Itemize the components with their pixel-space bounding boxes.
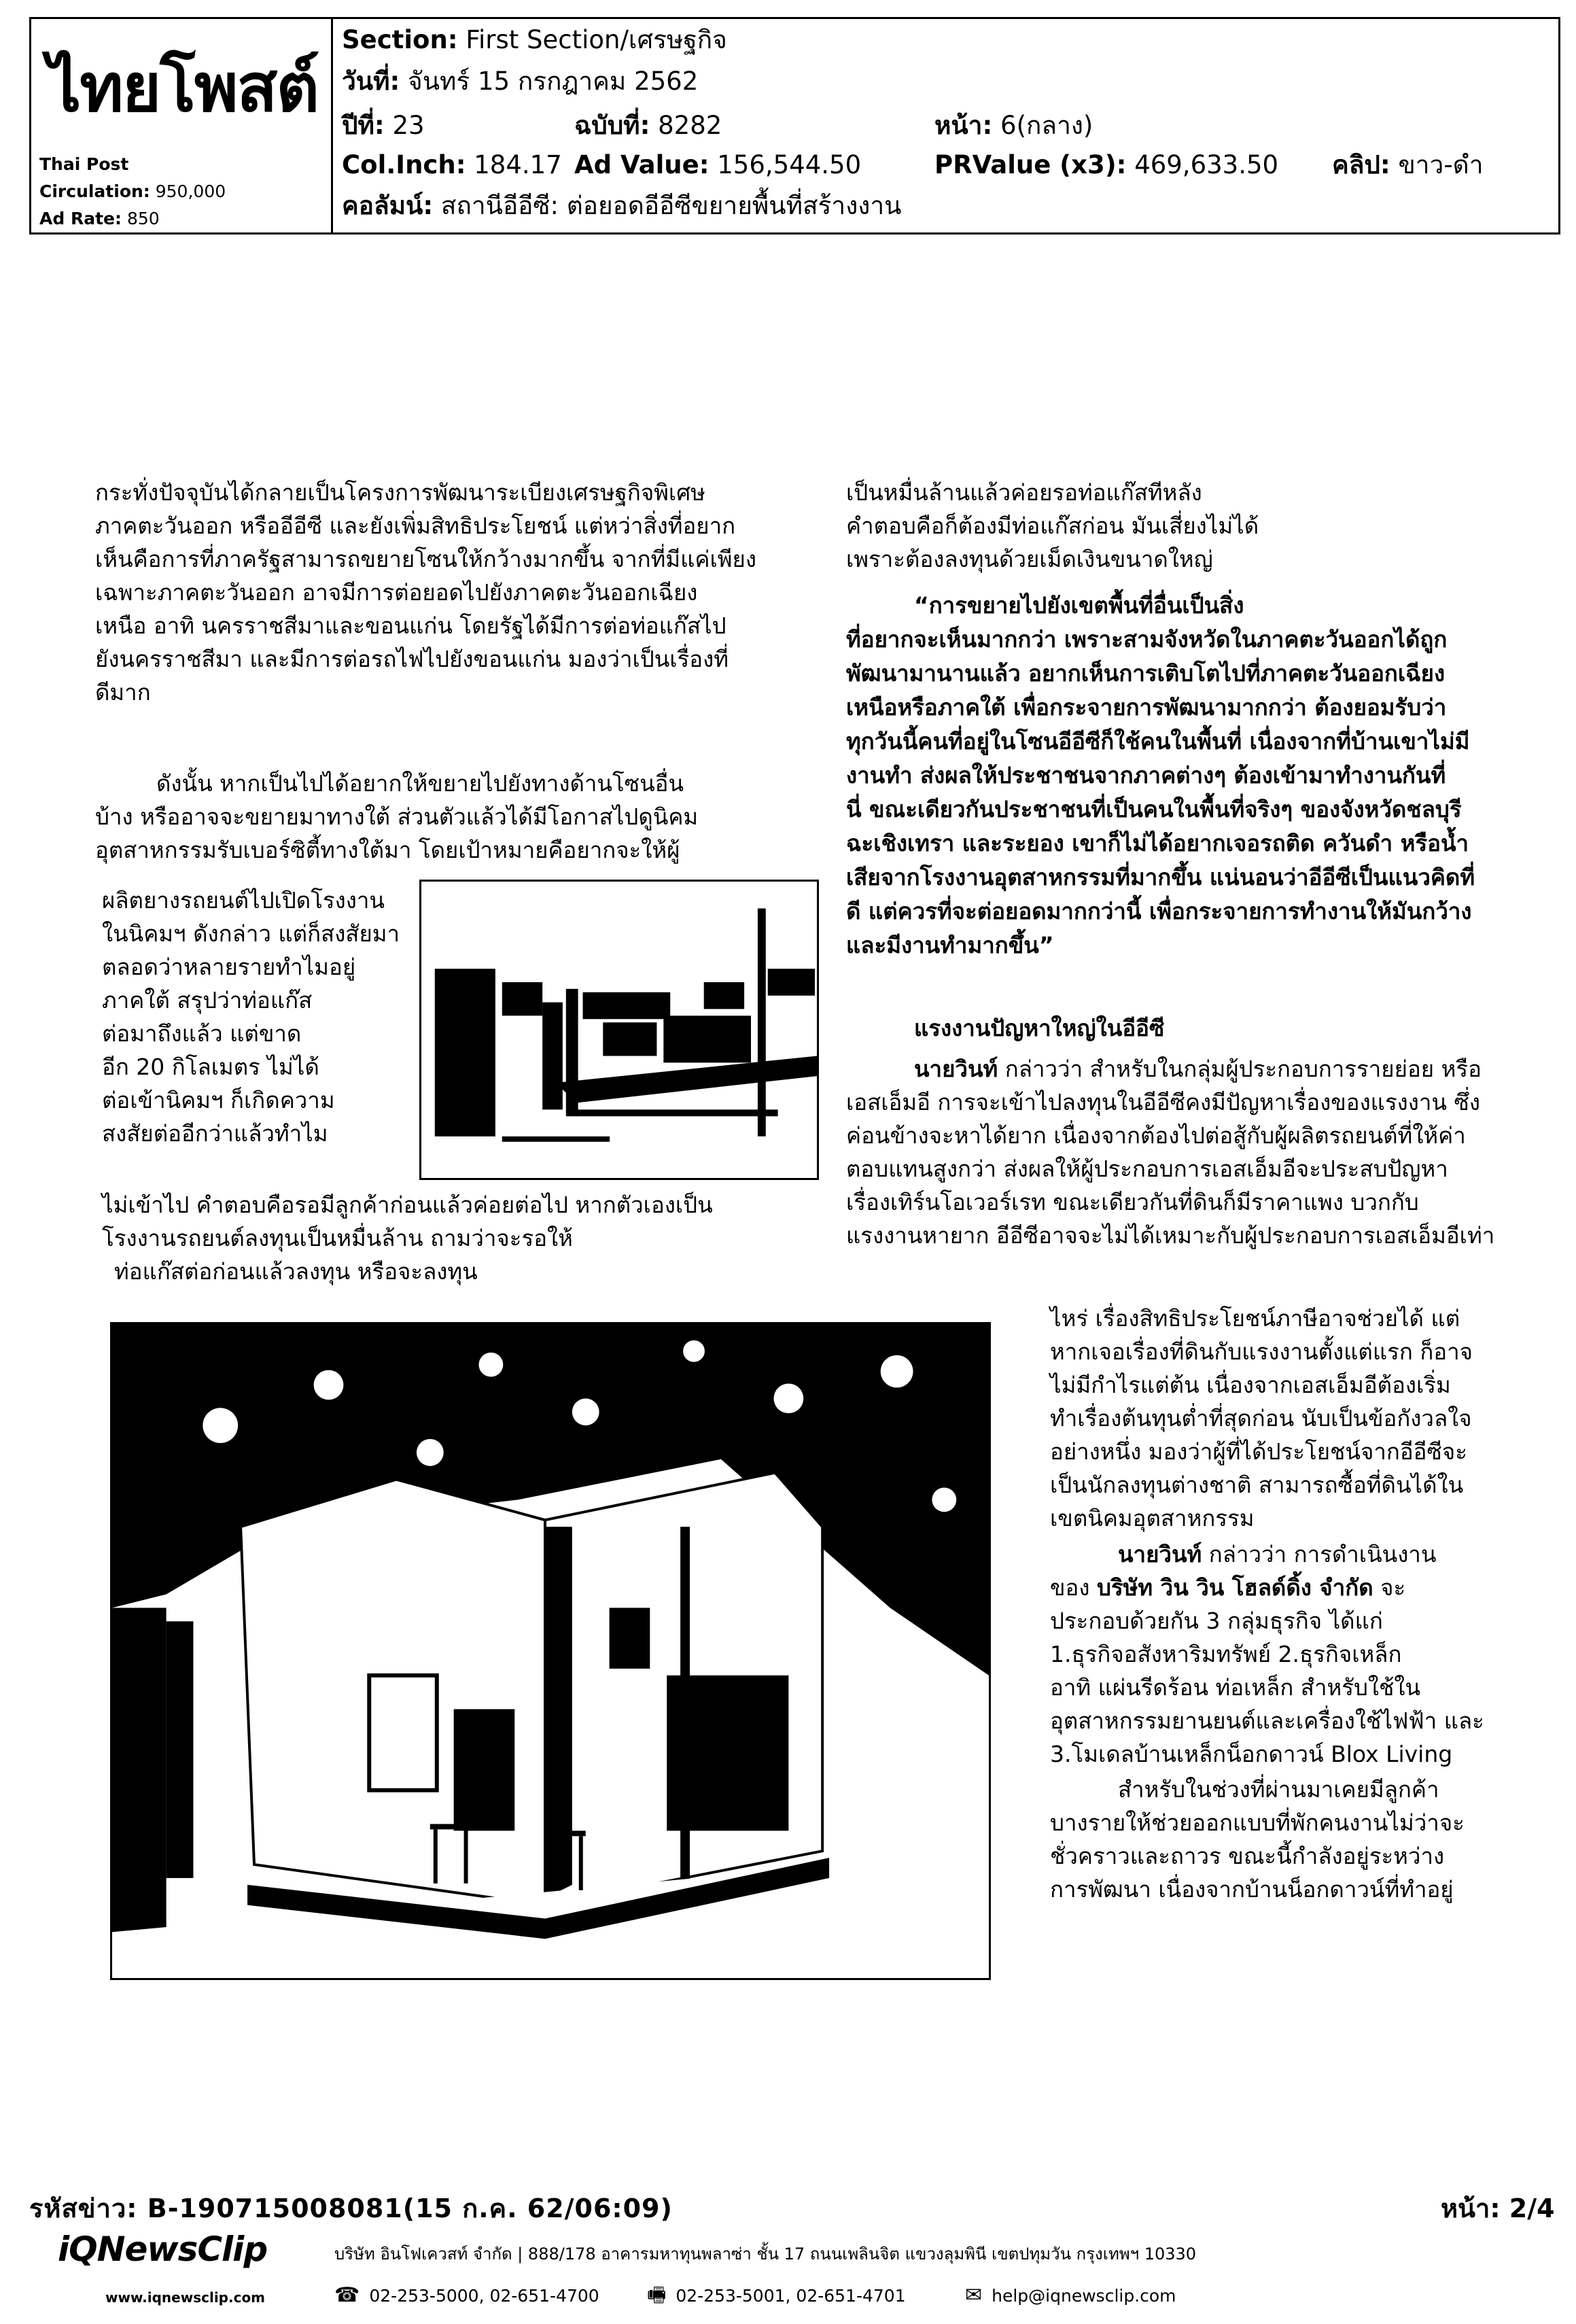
section bbox=[342, 23, 727, 57]
text-line: อีก 20 กิโลเมตร ไม่ได้ bbox=[102, 1054, 319, 1080]
text-fragment: กล่าวว่า การดำเนินงาน bbox=[1208, 1541, 1437, 1567]
year-label: ปีที่: bbox=[342, 111, 385, 140]
text-line: เอสเอ็มอี การจะเข้าไปลงทุนในอีอีซีคงมีปัญหาเรื่องของแรงงาน ซึ่ง bbox=[846, 1089, 1480, 1115]
text-line: 1.ธุรกิจอสังหาริมทรัพย์ 2.ธุรกิจเหล็ก bbox=[1050, 1641, 1402, 1667]
col-inch bbox=[342, 148, 562, 182]
text-line bbox=[1050, 1538, 1512, 1571]
year-value: 23 bbox=[392, 111, 425, 140]
text-line: 3.โมเดลบ้านเหล็กน็อกดาวน์ Blox Living bbox=[1050, 1741, 1453, 1767]
text-line: งานทำ ส่งผลให้ประชาชนจากภาคต่างๆ ต้องเข้ามาทำงานกันที่ bbox=[846, 762, 1446, 788]
text-fragment: ของ bbox=[1050, 1574, 1090, 1601]
text-line: เรื่องเทิร์นโอเวอร์เรท ขณะเดียวกันที่ดินก็มีราคาแพง บวกกับ bbox=[846, 1189, 1419, 1215]
iqnewsclip-url: www.iqnewsclip.com bbox=[105, 2289, 266, 2306]
page-label: หน้า: bbox=[934, 111, 993, 140]
page-value: 6(กลาง) bbox=[1000, 111, 1093, 140]
clip-label: คลิป: bbox=[1332, 150, 1390, 179]
left-paragraph-1 bbox=[95, 476, 812, 709]
text-line: นี่ ขณะเดียวกันประชาชนที่เป็นคนในพื้นที่จริงๆ ของจังหวัดชลบุรี bbox=[846, 796, 1462, 822]
text-line: ผลิตยางรถยนต์ไปเปิดโรงงาน bbox=[102, 887, 385, 914]
column-value: สถานีอีอีซี: ต่อยอดอีอีซีขยายพื้นที่สร้างงาน bbox=[440, 191, 902, 220]
text-line: เห็นคือการที่ภาครัฐสามารถขยายโซนให้กว้างมากขึ้น จากที่มีแค่เพียง bbox=[95, 546, 756, 572]
text-line: อุตสาหกรรมรับเบอร์ซิตี้ทางใต้มา โดยเป้าหมายคือยากจะให้ผู้ bbox=[95, 837, 680, 863]
left-paragraph-2 bbox=[95, 767, 812, 867]
text-line: บางรายให้ช่วยออกแบบที่พักคนงานไม่ว่าจะ bbox=[1050, 1809, 1465, 1836]
final-paragraph bbox=[1050, 1773, 1512, 1906]
interior-photo-graphic bbox=[421, 882, 817, 1178]
text-line bbox=[1050, 1571, 1512, 1604]
contact-fax bbox=[647, 2285, 906, 2306]
text-line: เสียจากโรงงานอุตสาหกรรมที่มากขึ้น แน่นอนว่าอีอีซีเป็นแนวคิดที่ bbox=[846, 864, 1475, 890]
date bbox=[342, 65, 698, 99]
clip bbox=[1332, 148, 1484, 182]
text-line: โรงงานรถยนต์ลงทุนเป็นหมื่นล้าน ถามว่าจะรอให้ bbox=[102, 1225, 573, 1251]
left-narrow-column bbox=[102, 884, 415, 1150]
text-line: บ้าง หรืออาจจะขยายมาทางใต้ ส่วนตัวแล้วได้มีโอกาสไปดูนิคม bbox=[95, 803, 699, 830]
article-photo-small bbox=[419, 880, 819, 1180]
circulation-label: Circulation: bbox=[39, 181, 150, 201]
model-house-photo-graphic bbox=[112, 1324, 989, 1978]
text-line: พัฒนามานานแล้ว อยากเห็นการเติบโตไปที่ภาคตะวันออกเฉียง bbox=[846, 660, 1446, 687]
text-line: ประกอบด้วยกัน 3 กลุ่มธุรกิจ ได้แก่ bbox=[1050, 1608, 1383, 1634]
text-line bbox=[846, 1052, 1499, 1086]
text-fragment: จะ bbox=[1380, 1574, 1406, 1601]
text-line: สงสัยต่ออีกว่าแล้วทำไม bbox=[102, 1120, 328, 1147]
pr-value-value: 469,633.50 bbox=[1134, 150, 1279, 179]
text-line: อาทิ แผ่นรีดร้อน ท่อเหล็ก สำหรับใช้ใน bbox=[1050, 1674, 1421, 1701]
text-line: ไม่เข้าไป คำตอบคือรอมีลูกค้าก่อนแล้วค่อยต่อไป หากตัวเองเป็น bbox=[102, 1192, 713, 1218]
text-line: ทำเรื่องต้นทุนต่ำที่สุดก่อน นับเป็นข้อกังวลใจ bbox=[1050, 1405, 1472, 1432]
pr-value bbox=[934, 148, 1278, 182]
text-line: เขตนิคมอุตสาหกรรม bbox=[1050, 1505, 1255, 1531]
column bbox=[342, 189, 901, 223]
text-line: เฉพาะภาคตะวันออก อาจมีการต่อยอดไปยังภาคตะวันออกเฉียง bbox=[95, 579, 698, 606]
column-label: คอลัมน์: bbox=[342, 191, 434, 220]
issue bbox=[574, 109, 722, 143]
text-line: เพราะต้องลงทุนด้วยเม็ดเงินขนาดใหญ่ bbox=[846, 546, 1213, 572]
text-line: ท่อแก๊สต่อก่อนแล้วลงทุน หรือจะลงทุน bbox=[114, 1258, 478, 1285]
company-address: บริษัท อินโฟเควสท์ จำกัด | 888/178 อาคารมหาทุนพลาซ่า ชั้น 17 ถนนเพลินจิต แขวงลุมพินี เขตปทุมวัน กรุงเทพฯ 10330 bbox=[334, 2244, 1197, 2264]
text-line: ดังนั้น หากเป็นไปได้อยากให้ขยายไปยังทางด้านโซนอื่น bbox=[156, 770, 684, 797]
person-name: นายวินท์ bbox=[914, 1056, 998, 1082]
news-code: รหัสข่าว: B-190715008081(15 ก.ค. 62/06:09) bbox=[29, 2193, 673, 2223]
publication-name bbox=[39, 152, 128, 177]
text-line: ฉะเชิงเทรา และระยอง เขาก็ไม่ได้อยากเจอรถติด ควันดำ หรือน้ำ bbox=[846, 830, 1469, 856]
contact-phone bbox=[334, 2285, 599, 2306]
right-bottom-paragraph bbox=[1050, 1302, 1512, 1535]
circulation-value: 950,000 bbox=[155, 181, 226, 201]
date-value: จันทร์ 15 กรกฎาคม 2562 bbox=[408, 67, 699, 96]
text-line: ที่อยากจะเห็นมากกว่า เพราะสามจังหวัดในภาคตะวันออกได้ถูก bbox=[846, 626, 1448, 653]
col-inch-label: Col.Inch: bbox=[342, 150, 466, 179]
fax-numbers: 02-253-5001, 02-651-4701 bbox=[676, 2285, 906, 2306]
ad-value bbox=[574, 148, 861, 182]
text-line: ต่อมาถึงแล้ว แต่ขาด bbox=[102, 1020, 302, 1047]
phone-numbers: 02-253-5000, 02-651-4700 bbox=[369, 2285, 599, 2306]
text-line: สำหรับในช่วงที่ผ่านมาเคยมีลูกค้า bbox=[1118, 1776, 1439, 1803]
text-line: ค่อนข้างจะหาได้ยาก เนื่องจากต้องไปต่อสู้กับผู้ผลิตรถยนต์ที่ให้ค่า bbox=[846, 1122, 1466, 1149]
text-line: ในนิคมฯ ดังกล่าว แต่ก็สงสัยมา bbox=[102, 920, 400, 947]
text-line: ยังนครราชสีมา และมีการต่อรถไฟไปยังขอนแก่น มองว่าเป็นเรื่องที่ bbox=[95, 646, 729, 672]
email-icon: ✉ bbox=[965, 2283, 983, 2307]
text-line: แรงงานหายาก อีอีซีอาจจะไม่ได้เหมาะกับผู้ประกอบการเอสเอ็มอีเท่า bbox=[846, 1222, 1495, 1249]
text-line: เป็นหมื่นล้านแล้วค่อยรอท่อแก๊สทีหลัง bbox=[846, 479, 1202, 506]
circulation bbox=[39, 179, 226, 204]
subheading bbox=[914, 1011, 1499, 1045]
text-line: เหนือ อาทิ นครราชสีมาและขอนแก่น โดยรัฐได้มีการต่อท่อแก๊สไป bbox=[95, 612, 726, 639]
fax-icon: 🖷 bbox=[647, 2283, 667, 2307]
text-line: “การขยายไปยังเขตพื้นที่อื่นเป็นสิ่ง bbox=[914, 592, 1244, 619]
ad-value-label: Ad Value: bbox=[574, 150, 710, 179]
header-divider bbox=[331, 17, 333, 235]
publication-name-text: Thai Post bbox=[39, 154, 129, 174]
contact-email bbox=[965, 2285, 1176, 2306]
clip-value: ขาว-ดำ bbox=[1398, 150, 1484, 179]
ad-rate-value: 850 bbox=[126, 209, 160, 228]
labor-paragraph bbox=[846, 1052, 1499, 1252]
article-photo-large bbox=[110, 1322, 991, 1980]
text-line: คำตอบคือก็ต้องมีท่อแก๊สก่อน มันเสี่ยงไม่ได้ bbox=[846, 513, 1259, 539]
text-line: เหนือหรือภาคใต้ เพื่อกระจายการพัฒนามากกว่า ต้องยอมรับว่า bbox=[846, 694, 1447, 721]
phone-icon: ☎ bbox=[334, 2283, 360, 2307]
text-line: อย่างหนึ่ง มองว่าผู้ที่ได้ประโยชน์จากอีอีซีจะ bbox=[1050, 1438, 1467, 1465]
year bbox=[342, 109, 425, 143]
page-number bbox=[934, 109, 1093, 143]
text-line: และมีงานทำมากขึ้น” bbox=[846, 932, 1054, 958]
iqnewsclip-logo: iQNewsClip bbox=[58, 2230, 268, 2269]
text-line: ดี แต่ควรที่จะต่อยอดมากกว่านี้ เพื่อกระจายการทำงานให้มันกว้าง bbox=[846, 898, 1472, 924]
text-line: ไม่มีกำไรแต่ต้น เนื่องจากเอสเอ็มอีต้องเริ่ม bbox=[1050, 1372, 1451, 1398]
right-top-paragraph bbox=[846, 476, 1499, 576]
ad-value-value: 156,544.50 bbox=[717, 150, 862, 179]
text-line: ภาคตะวันออก หรืออีอีซี และยังเพิ่มสิทธิประโยชน์ แต่หว่าสิ่งที่อยาก bbox=[95, 513, 736, 539]
left-tail-paragraph bbox=[102, 1188, 816, 1288]
email-address: help@iqnewsclip.com bbox=[992, 2285, 1176, 2306]
text-line: ชั่วคราวและถาวร ขณะนี้กำลังอยู่ระหว่าง bbox=[1050, 1843, 1445, 1869]
text-line: ตอบแทนสูงกว่า ส่งผลให้ผู้ประกอบการเอสเอ็มอีจะประสบปัญหา bbox=[846, 1156, 1448, 1182]
text-line: ดีมาก bbox=[95, 679, 151, 706]
text-line: ทุกวันนี้คนที่อยู่ในโซนอีอีซีก็ใช้คนในพื้นที่ เนื่องจากที่บ้านเขาไม่มี bbox=[846, 728, 1470, 755]
text-line: กระทั่งปัจจุบันได้กลายเป็นโครงการพัฒนาระเบียงเศรษฐกิจพิเศษ bbox=[95, 479, 705, 506]
publication-logo: ไทยโพสต์ bbox=[48, 50, 319, 127]
quote-paragraph bbox=[846, 589, 1499, 962]
issue-label: ฉบับที่: bbox=[574, 111, 650, 140]
text-line: หากเจอเรื่องที่ดินกับแรงงานตั้งแต่แรก ก็อาจ bbox=[1050, 1338, 1473, 1365]
company-paragraph bbox=[1050, 1538, 1512, 1771]
ad-rate-label: Ad Rate: bbox=[39, 209, 122, 228]
text-line: ไหร่ เรื่องสิทธิประโยชน์ภาษีอาจช่วยได้ แต่ bbox=[1050, 1305, 1460, 1332]
person-name: นายวินท์ bbox=[1118, 1541, 1202, 1567]
pr-value-label: PRValue (x3): bbox=[934, 150, 1127, 179]
company-name: บริษัท วิน วิน โฮลด์ดิ้ง จำกัด bbox=[1097, 1574, 1373, 1601]
text-line: ต่อเข้านิคมฯ ก็เกิดความ bbox=[102, 1087, 335, 1113]
page-of: หน้า: 2/4 bbox=[1441, 2193, 1555, 2223]
text-line: ภาคใต้ สรุปว่าท่อแก๊ส bbox=[102, 987, 313, 1013]
text-line: อุตสาหกรรมยานยนต์และเครื่องใช้ไฟฟ้า และ bbox=[1050, 1707, 1484, 1734]
text-line: การพัฒนา เนื่องจากบ้านน็อกดาวน์ที่ทำอยู่ bbox=[1050, 1876, 1454, 1903]
section-label: Section: bbox=[342, 25, 458, 54]
text-fragment: กล่าวว่า สำหรับในกลุ่มผู้ประกอบการรายย่อย หรือ bbox=[1004, 1056, 1482, 1082]
text-line: ตลอดว่าหลายรายทำไมอยู่ bbox=[102, 954, 356, 980]
col-inch-value: 184.17 bbox=[474, 150, 562, 179]
ad-rate bbox=[39, 207, 160, 231]
issue-value: 8282 bbox=[658, 111, 722, 140]
date-label: วันที่: bbox=[342, 67, 400, 96]
subheading-text: แรงงานปัญหาใหญ่ในอีอีซี bbox=[914, 1015, 1165, 1041]
text-line: เป็นนักลงทุนต่างชาติ สามารถซื้อที่ดินได้ใน bbox=[1050, 1472, 1464, 1498]
section-value: First Section/เศรษฐกิจ bbox=[466, 25, 727, 54]
